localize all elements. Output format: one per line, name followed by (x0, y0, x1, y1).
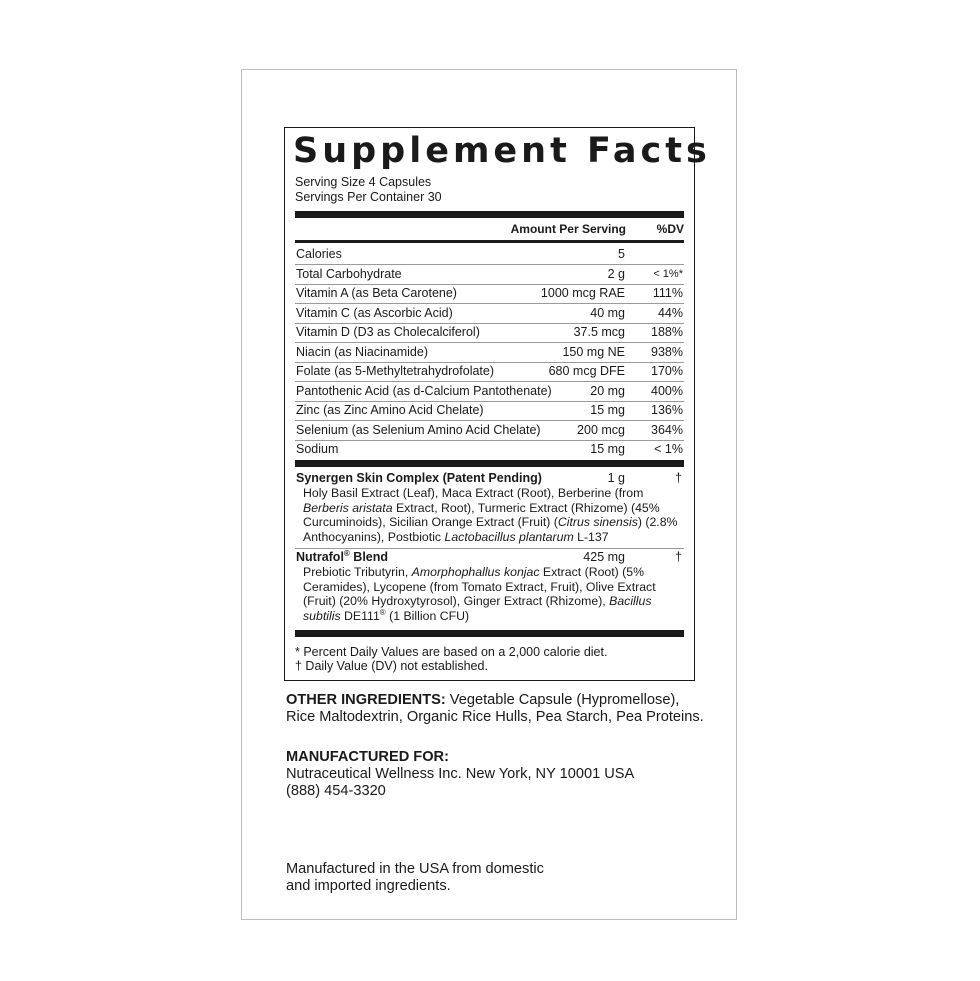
blend-synergen (295, 471, 684, 546)
nutrient-name: Vitamin C (as Ascorbic Acid) (296, 305, 453, 320)
nutrient-row (295, 382, 684, 402)
nutrient-row (295, 323, 684, 343)
nutrient-row (295, 421, 684, 441)
nutrient-dv: 170% (651, 364, 683, 378)
blend-name: Synergen Skin Complex (Patent Pending) (296, 471, 542, 485)
nutrient-row (295, 362, 684, 382)
nutrient-amount: 37.5 mcg (573, 325, 625, 339)
nutrient-amount: 2 g (607, 266, 625, 281)
nutrient-name: Niacin (as Niacinamide) (296, 344, 428, 359)
nutrient-amount: 40 mg (590, 305, 625, 320)
nutrient-amount: 680 mcg DFE (548, 364, 625, 378)
blend-nutrafol (295, 550, 684, 625)
nutrient-name: Vitamin D (D3 as Cholecalciferol) (296, 325, 480, 339)
nutrient-dv: 400% (651, 383, 683, 398)
dv-header: %DV (656, 222, 684, 236)
nutrient-amount: 5 (618, 247, 625, 261)
nutrient-row (295, 265, 684, 285)
nutrient-amount: 15 mg (590, 442, 625, 456)
nutrient-amount: 200 mcg (577, 422, 625, 437)
nutrient-name: Calories (296, 247, 342, 261)
manufacturer-phone: (888) 454-3320 (286, 783, 386, 799)
nutrient-dv: < 1% (654, 442, 683, 456)
nutrient-name: Total Carbohydrate (296, 266, 402, 281)
origin-line-2: and imported ingredients. (286, 878, 451, 894)
header-divider (295, 240, 684, 243)
nutrient-dv: 44% (657, 305, 683, 320)
blend-amount: 425 mg (583, 550, 625, 564)
nutrient-dv: 111% (652, 286, 683, 300)
manufacturer-address: Nutraceutical Wellness Inc. New York, NY 10001 USA (286, 766, 635, 782)
nutrient-name: Pantothenic Acid (as d-Calcium Pantothenate) (296, 383, 552, 398)
nutrient-row (295, 284, 684, 304)
nutrient-name: Sodium (296, 442, 339, 456)
thick-divider (295, 460, 684, 467)
nutrient-name: Selenium (as Selenium Amino Acid Chelate) (296, 422, 541, 437)
nutrient-amount: 20 mg (590, 383, 625, 398)
blend-dv: † (675, 550, 682, 564)
nutrient-name: Folate (as 5-Methyltetrahydrofolate) (296, 364, 495, 378)
nutrient-dv: 938% (651, 344, 683, 359)
nutrient-dv: 136% (651, 403, 683, 417)
blend-ingredients: Holy Basil Extract (Leaf), Maca Extract (Root), Berberine (from Berberis aristata Extract, Root), Turmeric Extract (Rhizome) (45% Curcuminoids), Sicilian Orange Extract (Fruit) (Citrus sinensis) (2.8% Anthocyanins), Postbiotic Lactobacillus plantarum L-137 (303, 486, 678, 544)
blend-ingredients: Prebiotic Tributyrin, Amorphophallus konjac Extract (Root) (5% Ceramides), Lycopene (from Tomato Extract, Fruit), Olive Extract (Fruit) (20% Hydroxytyrosol), Ginger Extract (Rhizome), Bacillus subtilis DE111® (1 Billion CFU) (303, 565, 656, 623)
nutrient-amount: 15 mg (590, 403, 625, 417)
nutrient-name: Vitamin A (as Beta Carotene) (296, 286, 457, 300)
nutrient-amount: 1000 mcg RAE (540, 286, 625, 300)
nutrient-row (295, 401, 684, 421)
nutrient-dv: < 1%* (653, 267, 683, 280)
other-ingredients: OTHER INGREDIENTS: Vegetable Capsule (Hypromellose), Rice Maltodextrin, Organic Rice Hulls, Pea Starch, Pea Proteins. (286, 692, 704, 725)
facts-title: Supplement Facts (293, 131, 711, 171)
row-divider (295, 548, 684, 549)
nutrient-dv: 364% (651, 422, 683, 437)
footnote-percent-dv: * Percent Daily Values are based on a 2,000 calorie diet. (295, 645, 608, 659)
manufactured-for-label: MANUFACTURED FOR: (286, 749, 449, 765)
nutrient-amount: 150 mg NE (562, 344, 625, 359)
nutrient-name: Zinc (as Zinc Amino Acid Chelate) (296, 403, 484, 417)
footnote-dv-not-established: † Daily Value (DV) not established. (295, 659, 488, 673)
nutrient-row (295, 245, 684, 265)
blend-name: Nutrafol® Blend (296, 548, 389, 564)
blend-dv: † (675, 471, 682, 485)
thick-divider (295, 630, 684, 637)
origin-line-1: Manufactured in the USA from domestic (286, 861, 544, 877)
nutrient-row (295, 440, 684, 460)
blend-amount: 1 g (607, 471, 625, 485)
thick-divider (295, 211, 684, 218)
servings-per-container: Servings Per Container 30 (295, 190, 442, 204)
amount-per-serving-header: Amount Per Serving (510, 222, 626, 236)
nutrient-row (295, 343, 684, 363)
nutrient-row (295, 304, 684, 324)
nutrient-dv: 188% (651, 325, 683, 339)
serving-size: Serving Size 4 Capsules (295, 175, 432, 189)
